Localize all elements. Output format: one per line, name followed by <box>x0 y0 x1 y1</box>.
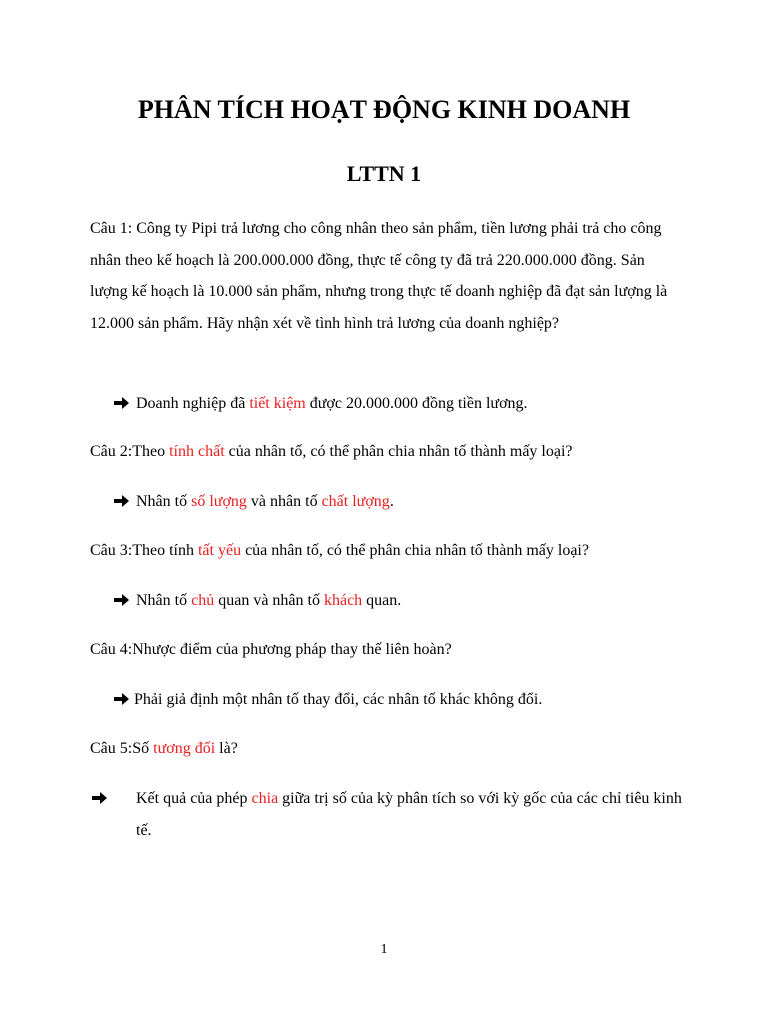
arrow-right-icon <box>114 486 136 518</box>
answer-4: Phải giả định một nhân tố thay đổi, các nhân tố khác không đổi. <box>114 684 684 716</box>
answer-5: Kết quả của phép chia giữa trị số của kỳ phân tích so với kỳ gốc của các chỉ tiêu kinh tế. <box>114 783 684 846</box>
highlight: khách <box>323 592 363 609</box>
document-title: PHÂN TÍCH HOẠT ĐỘNG KINH DOANH <box>137 95 631 124</box>
highlight: số lượng <box>191 493 247 510</box>
highlight: chất lượng <box>321 493 390 510</box>
highlight: tương đối <box>153 740 216 757</box>
arrow-right-icon <box>114 388 136 420</box>
document-subtitle: LTTN 1 <box>346 161 422 186</box>
arrow-right-icon <box>114 585 136 617</box>
page-number: 1 <box>380 942 388 957</box>
answer-2: Nhân tố số lượng và nhân tố chất lượng. <box>114 486 684 518</box>
highlight: chia <box>251 790 279 807</box>
question-2: Câu 2:Theo tính chất của nhân tố, có thể phân chia nhân tố thành mấy loại? <box>90 443 573 460</box>
arrow-right-icon <box>114 783 136 815</box>
answer-1: Doanh nghiệp đã tiết kiệm được 20.000.000 đồng tiền lương. <box>114 388 684 420</box>
question-3: Câu 3:Theo tính tất yếu của nhân tố, có thể phân chia nhân tố thành mấy loại? <box>90 542 589 559</box>
highlight: tiết kiệm <box>249 395 306 412</box>
highlight: tất yếu <box>197 542 242 559</box>
highlight: chủ <box>191 592 215 609</box>
answer-3: Nhân tố chủ quan và nhân tố khách quan. <box>114 585 684 617</box>
highlight: tính chất <box>169 443 225 460</box>
question-5: Câu 5:Số tương đối là? <box>90 740 238 757</box>
question-4: Câu 4:Nhược điểm của phương pháp thay thế liên hoàn? <box>90 641 452 658</box>
question-1: Câu 1: Công ty Pipi trả lương cho công nhân theo sản phẩm, tiền lương phải trả cho công nhân theo kế hoạch là 200.000.000 đồng, thực tế công ty đã trả 220.000.000 đồng. Sản lượng kế hoạch là 10.000 sản phẩm, nhưng trong thực tế doanh nghiệp đã đạt sản lượng là 12.000 sản phẩm. Hãy nhận xét về tình hình trả lương của doanh nghiệp? <box>90 220 668 332</box>
arrow-right-icon <box>114 684 134 716</box>
